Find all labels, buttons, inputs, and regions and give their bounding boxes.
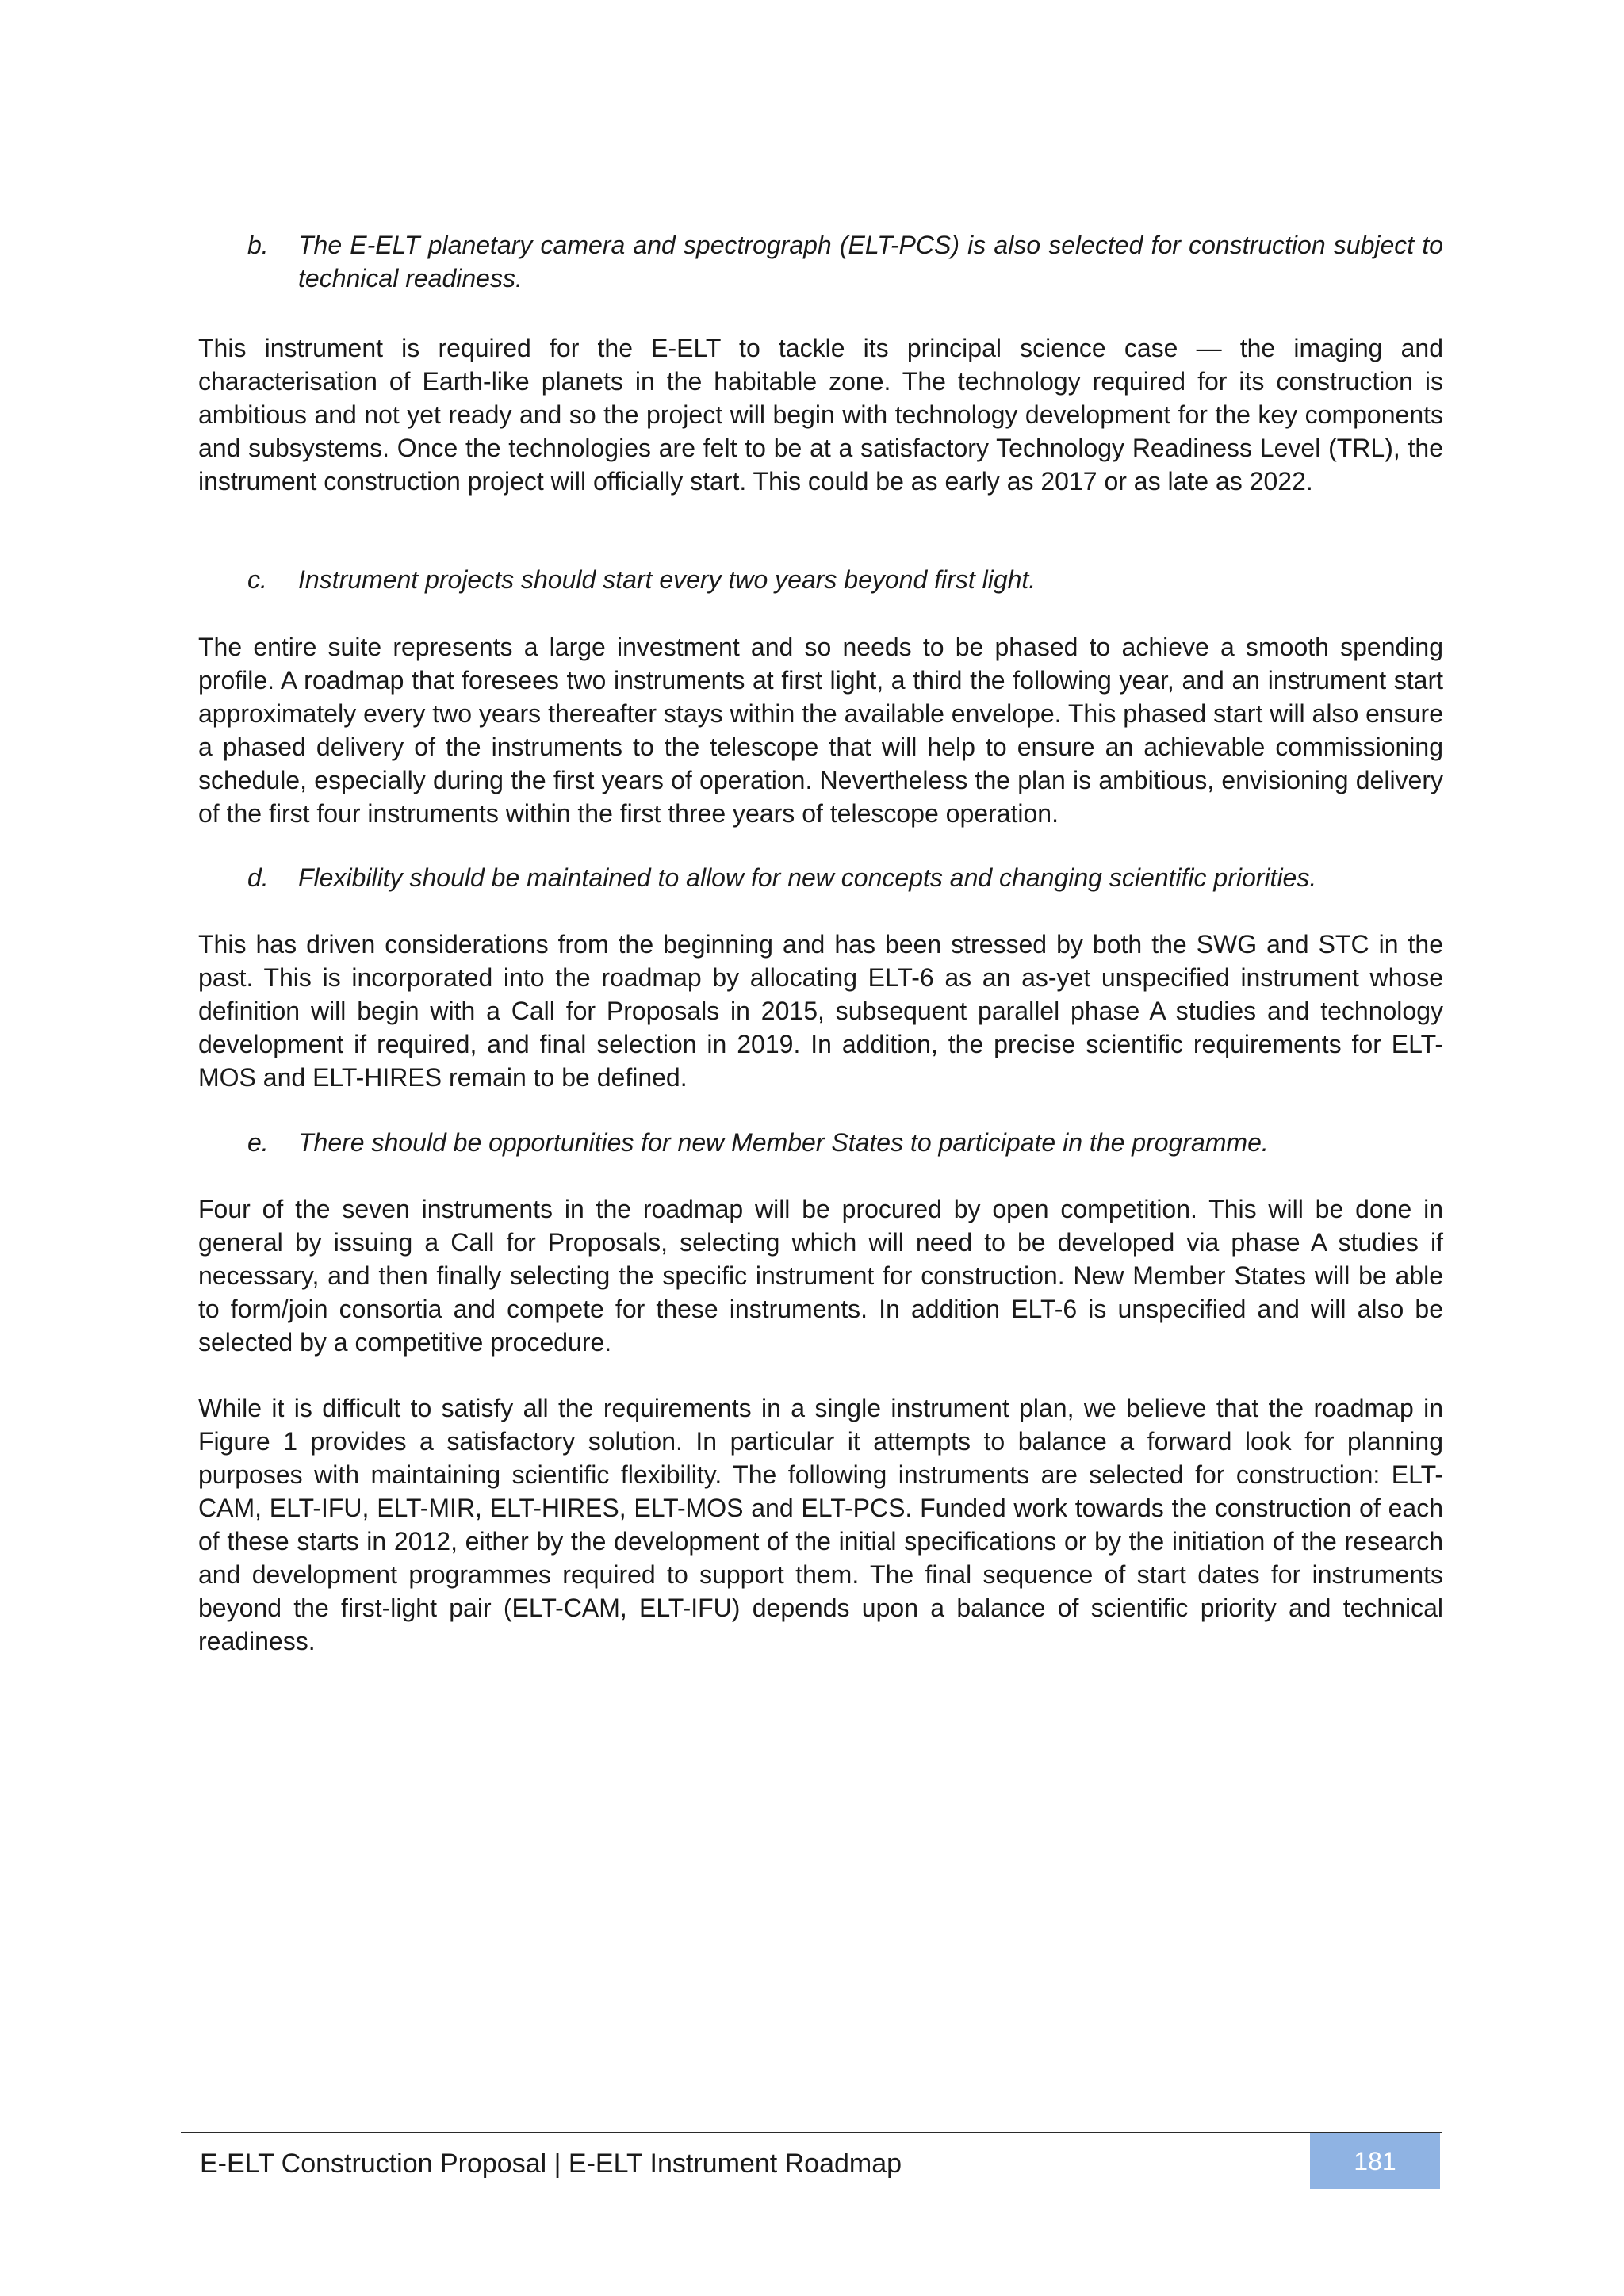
footer-rule	[181, 2132, 1442, 2133]
paragraph-1: This instrument is required for the E-ELT to tackle its principal science case — the imaging and characterisation of Earth-like planets in the habitable zone. The technology required for its construction is ambitious and not yet ready and so the project will begin with technology development for the key components and subsystems. Once the technologies are felt to be at a satisfactory Technology Readiness Level (TRL), the instrument construction project will officially start. This could be as early as 2017 or as late as 2022.	[198, 334, 1443, 496]
list-item-b	[247, 228, 1443, 295]
list-item-label: b.	[247, 231, 269, 259]
list-item-label: e.	[247, 1128, 269, 1157]
list-item-c	[247, 563, 1443, 596]
list-item-text: Flexibility should be maintained to allow for new concepts and changing scientific priorities.	[298, 863, 1317, 892]
list-item-text: Instrument projects should start every two years beyond first light.	[298, 565, 1036, 594]
list-item-label: c.	[247, 565, 267, 594]
list-item-d	[247, 861, 1443, 894]
paragraph-3: This has driven considerations from the beginning and has been stressed by both the SWG and STC in the past. This is incorporated into the roadmap by allocating ELT-6 as an as-yet unspecified instrument whose definition will begin with a Call for Proposals in 2015, subsequent parallel phase A studies and technology development if required, and final selection in 2019. In addition, the precise scientific requirements for ELT-MOS and ELT-HIRES remain to be defined.	[198, 930, 1443, 1092]
page-number-badge: 181	[1310, 2133, 1440, 2189]
paragraph-2: The entire suite represents a large investment and so needs to be phased to achieve a smooth spending profile. A roadmap that foresees two instruments at first light, a third the following year, and an instrument start approximately every two years thereafter stays within the available envelope. This phased start will also ensure a phased delivery of the instruments to the telescope that will help to ensure an achievable commissioning schedule, especially during the first years of operation. Nevertheless the plan is ambitious, envisioning delivery of the first four instruments within the first three years of telescope operation.	[198, 633, 1443, 828]
paragraph-4: Four of the seven instruments in the roadmap will be procured by open competition. This will be done in general by issuing a Call for Proposals, selecting which will need to be developed via phase A studies if necessary, and then finally selecting the specific instrument for construction. New Member States will be able to form/join consortia and compete for these instruments. In addition ELT-6 is unspecified and will also be selected by a competitive procedure.	[198, 1195, 1443, 1357]
footer-title: E-ELT Construction Proposal | E-ELT Instrument Roadmap	[200, 2149, 902, 2179]
list-item-e	[247, 1126, 1443, 1159]
paragraph-5: While it is difficult to satisfy all the requirements in a single instrument plan, we believe that the roadmap in Figure 1 provides a satisfactory solution. In particular it attempts to balance a forward look for planning purposes with maintaining scientific flexibility. The following instruments are selected for construction: ELT-CAM, ELT-IFU, ELT-MIR, ELT-HIRES, ELT-MOS and ELT-PCS. Funded work towards the construction of each of these starts in 2012, either by the development of the initial specifications or by the initiation of the research and development programmes required to support them. The final sequence of start dates for instruments beyond the first-light pair (ELT-CAM, ELT-IFU) depends upon a balance of scientific priority and technical readiness.	[198, 1394, 1443, 1655]
list-item-text: There should be opportunities for new Member States to participate in the programme.	[298, 1128, 1269, 1157]
list-item-text: The E-ELT planetary camera and spectrograph (ELT-PCS) is also selected for construction subject to technical readiness.	[298, 231, 1443, 293]
list-item-label: d.	[247, 863, 269, 892]
